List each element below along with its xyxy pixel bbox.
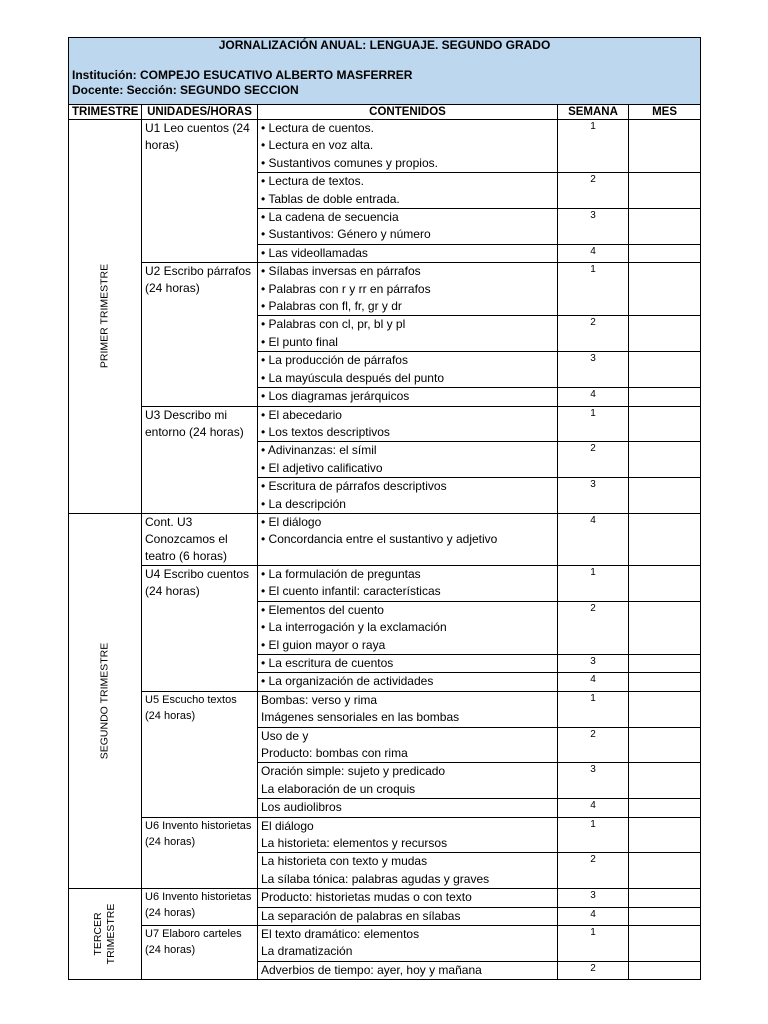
week-cell: 1 xyxy=(558,263,629,316)
month-cell xyxy=(629,691,701,727)
contents-cell xyxy=(258,478,558,514)
week-cell: 1 xyxy=(558,926,629,962)
content-item: La historieta: elementos y recursos xyxy=(261,836,448,851)
week-cell: 1 xyxy=(558,406,629,442)
trimester-cell xyxy=(69,120,142,514)
week-cell: 2 xyxy=(558,853,629,889)
contents-cell xyxy=(258,727,558,763)
contents-cell xyxy=(258,654,558,672)
jornalizacion-table xyxy=(68,37,701,980)
month-cell xyxy=(629,209,701,245)
content-item: Los audiolibros xyxy=(261,800,342,815)
content-item: • Sustantivos: Género y número xyxy=(261,227,431,242)
month-cell xyxy=(629,316,701,352)
week-cell: 3 xyxy=(558,352,629,388)
contents-cell xyxy=(258,565,558,601)
content-item: • La formulación de preguntas xyxy=(261,566,421,581)
month-cell xyxy=(629,799,701,817)
content-item: • Sílabas inversas en párrafos xyxy=(261,264,421,279)
month-cell xyxy=(629,442,701,478)
content-item: • La descripción xyxy=(261,496,346,511)
contents-cell xyxy=(258,263,558,316)
week-cell: 4 xyxy=(558,244,629,262)
contents-cell xyxy=(258,173,558,209)
week-cell: 2 xyxy=(558,173,629,209)
month-cell xyxy=(629,244,701,262)
table-row xyxy=(69,889,701,907)
unit-cell: U7 Elaboro carteles (24 horas) xyxy=(142,926,258,980)
month-cell xyxy=(629,907,701,925)
contents-cell xyxy=(258,601,558,654)
trimester-label: SEGUNDO TRIMESTRE xyxy=(98,642,111,760)
contents-cell xyxy=(258,406,558,442)
content-item: El diálogo xyxy=(261,818,314,833)
trimester-label: PRIMER TRIMESTRE xyxy=(98,264,111,369)
week-cell: 3 xyxy=(558,209,629,245)
contents-cell xyxy=(258,316,558,352)
content-item: Oración simple: sujeto y predicado xyxy=(261,764,446,779)
content-item: • El abecedario xyxy=(261,407,342,422)
month-cell xyxy=(629,263,701,316)
content-item: Adverbios de tiempo: ayer, hoy y mañana xyxy=(261,962,482,977)
content-item: • La interrogación y la exclamación xyxy=(261,620,447,635)
table-row xyxy=(69,817,701,853)
contents-cell xyxy=(258,209,558,245)
trimester-label: TERCER TRIMESTRE xyxy=(92,903,117,965)
contents-cell xyxy=(258,244,558,262)
unit-cell: U3 Describo mi entorno (24 horas) xyxy=(142,406,258,513)
month-cell xyxy=(629,478,701,514)
contents-cell xyxy=(258,961,558,979)
teacher-section-line: Docente: Sección: SEGUNDO SECCION xyxy=(72,83,299,97)
week-cell: 3 xyxy=(558,478,629,514)
table-row xyxy=(69,263,701,316)
contents-cell xyxy=(258,442,558,478)
content-item: • Elementos del cuento xyxy=(261,602,384,617)
month-cell xyxy=(629,406,701,442)
table-row xyxy=(69,565,701,601)
contents-cell xyxy=(258,120,558,173)
content-item: • Palabras con fl, fr, gr y dr xyxy=(261,299,402,314)
content-item: • La cadena de secuencia xyxy=(261,210,399,225)
contents-cell xyxy=(258,763,558,799)
table-row xyxy=(69,691,701,727)
month-cell xyxy=(629,889,701,907)
content-item: • La escritura de cuentos xyxy=(261,655,394,670)
contents-cell xyxy=(258,691,558,727)
unit-cell: Cont. U3 Conozcamos el teatro (6 horas) xyxy=(142,513,258,565)
content-item: Producto: bombas con rima xyxy=(261,746,408,760)
content-item: • Las videollamadas xyxy=(261,245,368,260)
column-header-row xyxy=(69,105,701,120)
content-item: • Palabras con cl, pr, bl y pl xyxy=(261,317,406,332)
institution-line: Institución: COMPEJO ESUCATIVO ALBERTO MASFERRER xyxy=(72,68,413,82)
week-cell: 4 xyxy=(558,799,629,817)
content-item: • Lectura en voz alta. xyxy=(261,138,374,153)
contents-cell xyxy=(258,817,558,853)
week-cell: 2 xyxy=(558,601,629,654)
document-header xyxy=(69,38,701,105)
table-row xyxy=(69,406,701,442)
header-row xyxy=(69,38,701,105)
week-cell: 1 xyxy=(558,120,629,173)
week-cell: 2 xyxy=(558,961,629,979)
content-item: La elaboración de un croquis xyxy=(261,781,416,796)
contents-cell xyxy=(258,799,558,817)
content-item: Uso de y xyxy=(261,728,309,743)
month-cell xyxy=(629,673,701,691)
content-item: • Lectura de cuentos. xyxy=(261,121,374,135)
content-item: Imágenes sensoriales en las bombas xyxy=(261,710,460,725)
week-cell: 3 xyxy=(558,654,629,672)
week-cell: 3 xyxy=(558,763,629,799)
content-item: • La organización de actividades xyxy=(261,674,434,689)
week-cell: 1 xyxy=(558,565,629,601)
content-item: • El adjetivo calificativo xyxy=(261,460,383,475)
month-cell xyxy=(629,513,701,565)
content-item: • Sustantivos comunes y propios. xyxy=(261,155,438,170)
month-cell xyxy=(629,565,701,601)
contents-cell xyxy=(258,853,558,889)
content-item: • Adivinanzas: el símil xyxy=(261,443,377,458)
content-item: La sílaba tónica: palabras agudas y graves xyxy=(261,871,490,886)
contents-cell xyxy=(258,673,558,691)
content-item: • Los diagramas jerárquicos xyxy=(261,389,410,404)
contents-cell xyxy=(258,926,558,962)
content-item: Bombas: verso y rima xyxy=(261,692,378,707)
month-cell xyxy=(629,173,701,209)
unit-cell: U1 Leo cuentos (24 horas) xyxy=(142,120,258,263)
week-cell: 1 xyxy=(558,691,629,727)
unit-cell: U2 Escribo párrafos (24 horas) xyxy=(142,263,258,406)
document-title: JORNALIZACIÓN ANUAL: LENGUAJE. SEGUNDO GRADO xyxy=(218,38,551,52)
content-item: • La mayúscula después del punto xyxy=(261,370,444,385)
table-row xyxy=(69,513,701,565)
column-header-semana: SEMANA xyxy=(558,105,629,120)
unit-cell: U6 Invento historietas (24 horas) xyxy=(142,889,258,926)
week-cell: 2 xyxy=(558,316,629,352)
content-item: • Lectura de textos. xyxy=(261,174,364,189)
week-cell: 2 xyxy=(558,727,629,763)
week-cell: 3 xyxy=(558,889,629,907)
column-header-mes: MES xyxy=(629,105,701,120)
week-cell: 1 xyxy=(558,817,629,853)
week-cell: 4 xyxy=(558,673,629,691)
table-row xyxy=(69,926,701,962)
contents-cell xyxy=(258,388,558,406)
trimester-cell xyxy=(69,513,142,888)
content-item: • El punto final xyxy=(261,334,338,349)
content-item: • Los textos descriptivos xyxy=(261,424,390,439)
content-item: • Palabras con r y rr en párrafos xyxy=(261,281,431,296)
content-item: • Concordancia entre el sustantivo y adjetivo xyxy=(261,532,498,547)
content-item: El texto dramático: elementos xyxy=(261,927,420,942)
unit-cell: U6 Invento historietas (24 horas) xyxy=(142,817,258,889)
month-cell xyxy=(629,388,701,406)
column-header-trimestre: TRIMESTRE xyxy=(69,105,142,120)
week-cell: 2 xyxy=(558,442,629,478)
week-cell: 4 xyxy=(558,907,629,925)
month-cell xyxy=(629,926,701,962)
content-item: • El cuento infantil: características xyxy=(261,584,441,599)
trimester-cell xyxy=(69,889,142,980)
content-item: La historieta con texto y mudas xyxy=(261,854,428,869)
content-item: Producto: historietas mudas o con texto xyxy=(261,890,472,905)
content-item: La dramatización xyxy=(261,944,353,959)
content-item: • El guion mayor o raya xyxy=(261,637,386,652)
week-cell: 4 xyxy=(558,513,629,565)
month-cell xyxy=(629,853,701,889)
month-cell xyxy=(629,727,701,763)
contents-cell xyxy=(258,352,558,388)
content-item: • Escritura de párrafos descriptivos xyxy=(261,479,447,494)
month-cell xyxy=(629,763,701,799)
content-item: • Tablas de doble entrada. xyxy=(261,191,400,206)
month-cell xyxy=(629,120,701,173)
column-header-unidades: UNIDADES/HORAS xyxy=(142,105,258,120)
month-cell xyxy=(629,352,701,388)
unit-cell: U4 Escribo cuentos (24 horas) xyxy=(142,565,258,691)
contents-cell xyxy=(258,889,558,907)
table-row xyxy=(69,120,701,173)
month-cell xyxy=(629,654,701,672)
contents-cell xyxy=(258,513,558,565)
month-cell xyxy=(629,601,701,654)
content-item: La separación de palabras en sílabas xyxy=(261,908,461,923)
month-cell xyxy=(629,961,701,979)
week-cell: 4 xyxy=(558,388,629,406)
content-item: • La producción de párrafos xyxy=(261,353,408,368)
content-item: • El diálogo xyxy=(261,514,322,529)
unit-cell: U5 Escucho textos (24 horas) xyxy=(142,691,258,817)
column-header-contenidos: CONTENIDOS xyxy=(258,105,558,120)
month-cell xyxy=(629,817,701,853)
contents-cell xyxy=(258,907,558,925)
